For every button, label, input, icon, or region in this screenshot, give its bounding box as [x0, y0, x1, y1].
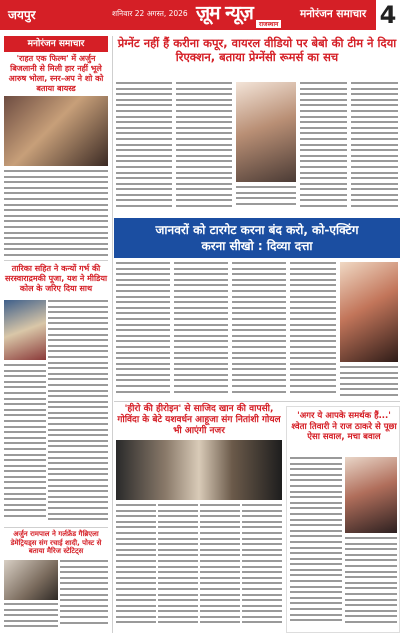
story-body-yash-left — [4, 364, 46, 526]
main-body-col2 — [176, 82, 232, 212]
photo-yash — [4, 300, 46, 360]
divya-body-col1 — [116, 262, 170, 400]
column-divider — [112, 36, 113, 633]
city-name: जयपुर — [8, 8, 36, 22]
divya-body-col3 — [232, 262, 286, 400]
section-title: मनोरंजन समाचार — [300, 8, 367, 20]
logo-text: ज़ूम न्यूज़ — [196, 2, 253, 24]
divider — [114, 401, 400, 402]
page-number: 4 — [376, 0, 400, 30]
photo-heero-ki-heroine-cast — [116, 440, 282, 500]
middle-body-col3 — [200, 504, 240, 630]
divider — [4, 527, 108, 528]
banner-line-2: करना सीखो : दिव्या दत्ता — [201, 239, 313, 253]
left-column — [0, 36, 112, 52]
issue-date: शनिवार 22 अगस्त, 2026 — [112, 9, 188, 18]
story-body-yash-right — [48, 300, 108, 526]
story-headline-arjun: अर्जुन रामपाल ने गर्लफ्रेंड गैब्रिएला डेमेट्रियड्स संग रचाई शादी, पोस्ट से बताया मैरिज स्टेटिट्स — [10, 530, 102, 555]
middle-body-col1 — [116, 504, 156, 630]
middle-body-col4 — [242, 504, 282, 630]
right-body-col1 — [290, 457, 342, 629]
divya-body-col4 — [290, 262, 336, 400]
masthead — [0, 0, 400, 36]
logo-subtitle: राजस्थान — [256, 20, 281, 28]
photo-caption — [236, 186, 296, 214]
right-body-col2 — [345, 537, 397, 629]
main-body-col3 — [300, 82, 347, 212]
divya-body-col2 — [174, 262, 228, 400]
banner-headline — [114, 218, 400, 258]
banner-line-1: जानवरों को टारगेट करना बंद करो, को-एक्टिंग — [155, 223, 359, 237]
photo-divya-dutta — [340, 262, 398, 362]
middle-headline: 'हीरो की हीरोइन' से साजिद खान की वापसी, गोविंदा के बेटे यशवर्धन आहूजा संग नितांशी गोयल भी आएंगी नजर — [117, 404, 281, 436]
main-headline: प्रेग्नेंट नहीं हैं करीना कपूर, वायरल वीडियो पर बेबो की टीम ने दिया रिएक्शन, बताया प्रेग्नेंसी रूमर्स का सच — [117, 36, 397, 64]
story-body-arjun-left — [4, 603, 58, 631]
middle-body-col2 — [158, 504, 198, 630]
main-body-col4 — [351, 82, 398, 212]
story-headline-arush: 'राहत एक फिल्म' में अर्जुन बिजलानी से मिली हार नहीं भूले आरुष भोला, स्नर-अप ने शो को बताया बायस्ड — [8, 54, 104, 93]
divider — [4, 260, 108, 261]
photo-arjun-rampal — [4, 560, 58, 600]
newspaper-logo — [196, 1, 292, 29]
main-body-col1 — [116, 82, 172, 212]
story-body-arush — [4, 170, 108, 260]
photo-kareena-kapoor — [236, 82, 296, 182]
right-headline: 'अगर ये आपके समर्थक हैं...' श्वेता तिवारी ने राज ठाकरे से पूछा ऐसा सवाल, मचा बवाल — [291, 411, 397, 442]
section-label: मनोरंजन समाचार — [4, 36, 108, 52]
photo-shweta-tiwari — [345, 457, 397, 533]
divya-body-col5 — [340, 366, 398, 400]
story-headline-yash: तारिका सहित ने कन्यों गर्भ की सरस्वाराद्रमकी पूजा, यश ने मीडिया कोल के जरिए दिया साथ — [4, 264, 108, 293]
story-body-arjun-right — [60, 560, 108, 630]
photo-arush-bhola — [4, 96, 108, 166]
right-story-box — [286, 406, 400, 633]
